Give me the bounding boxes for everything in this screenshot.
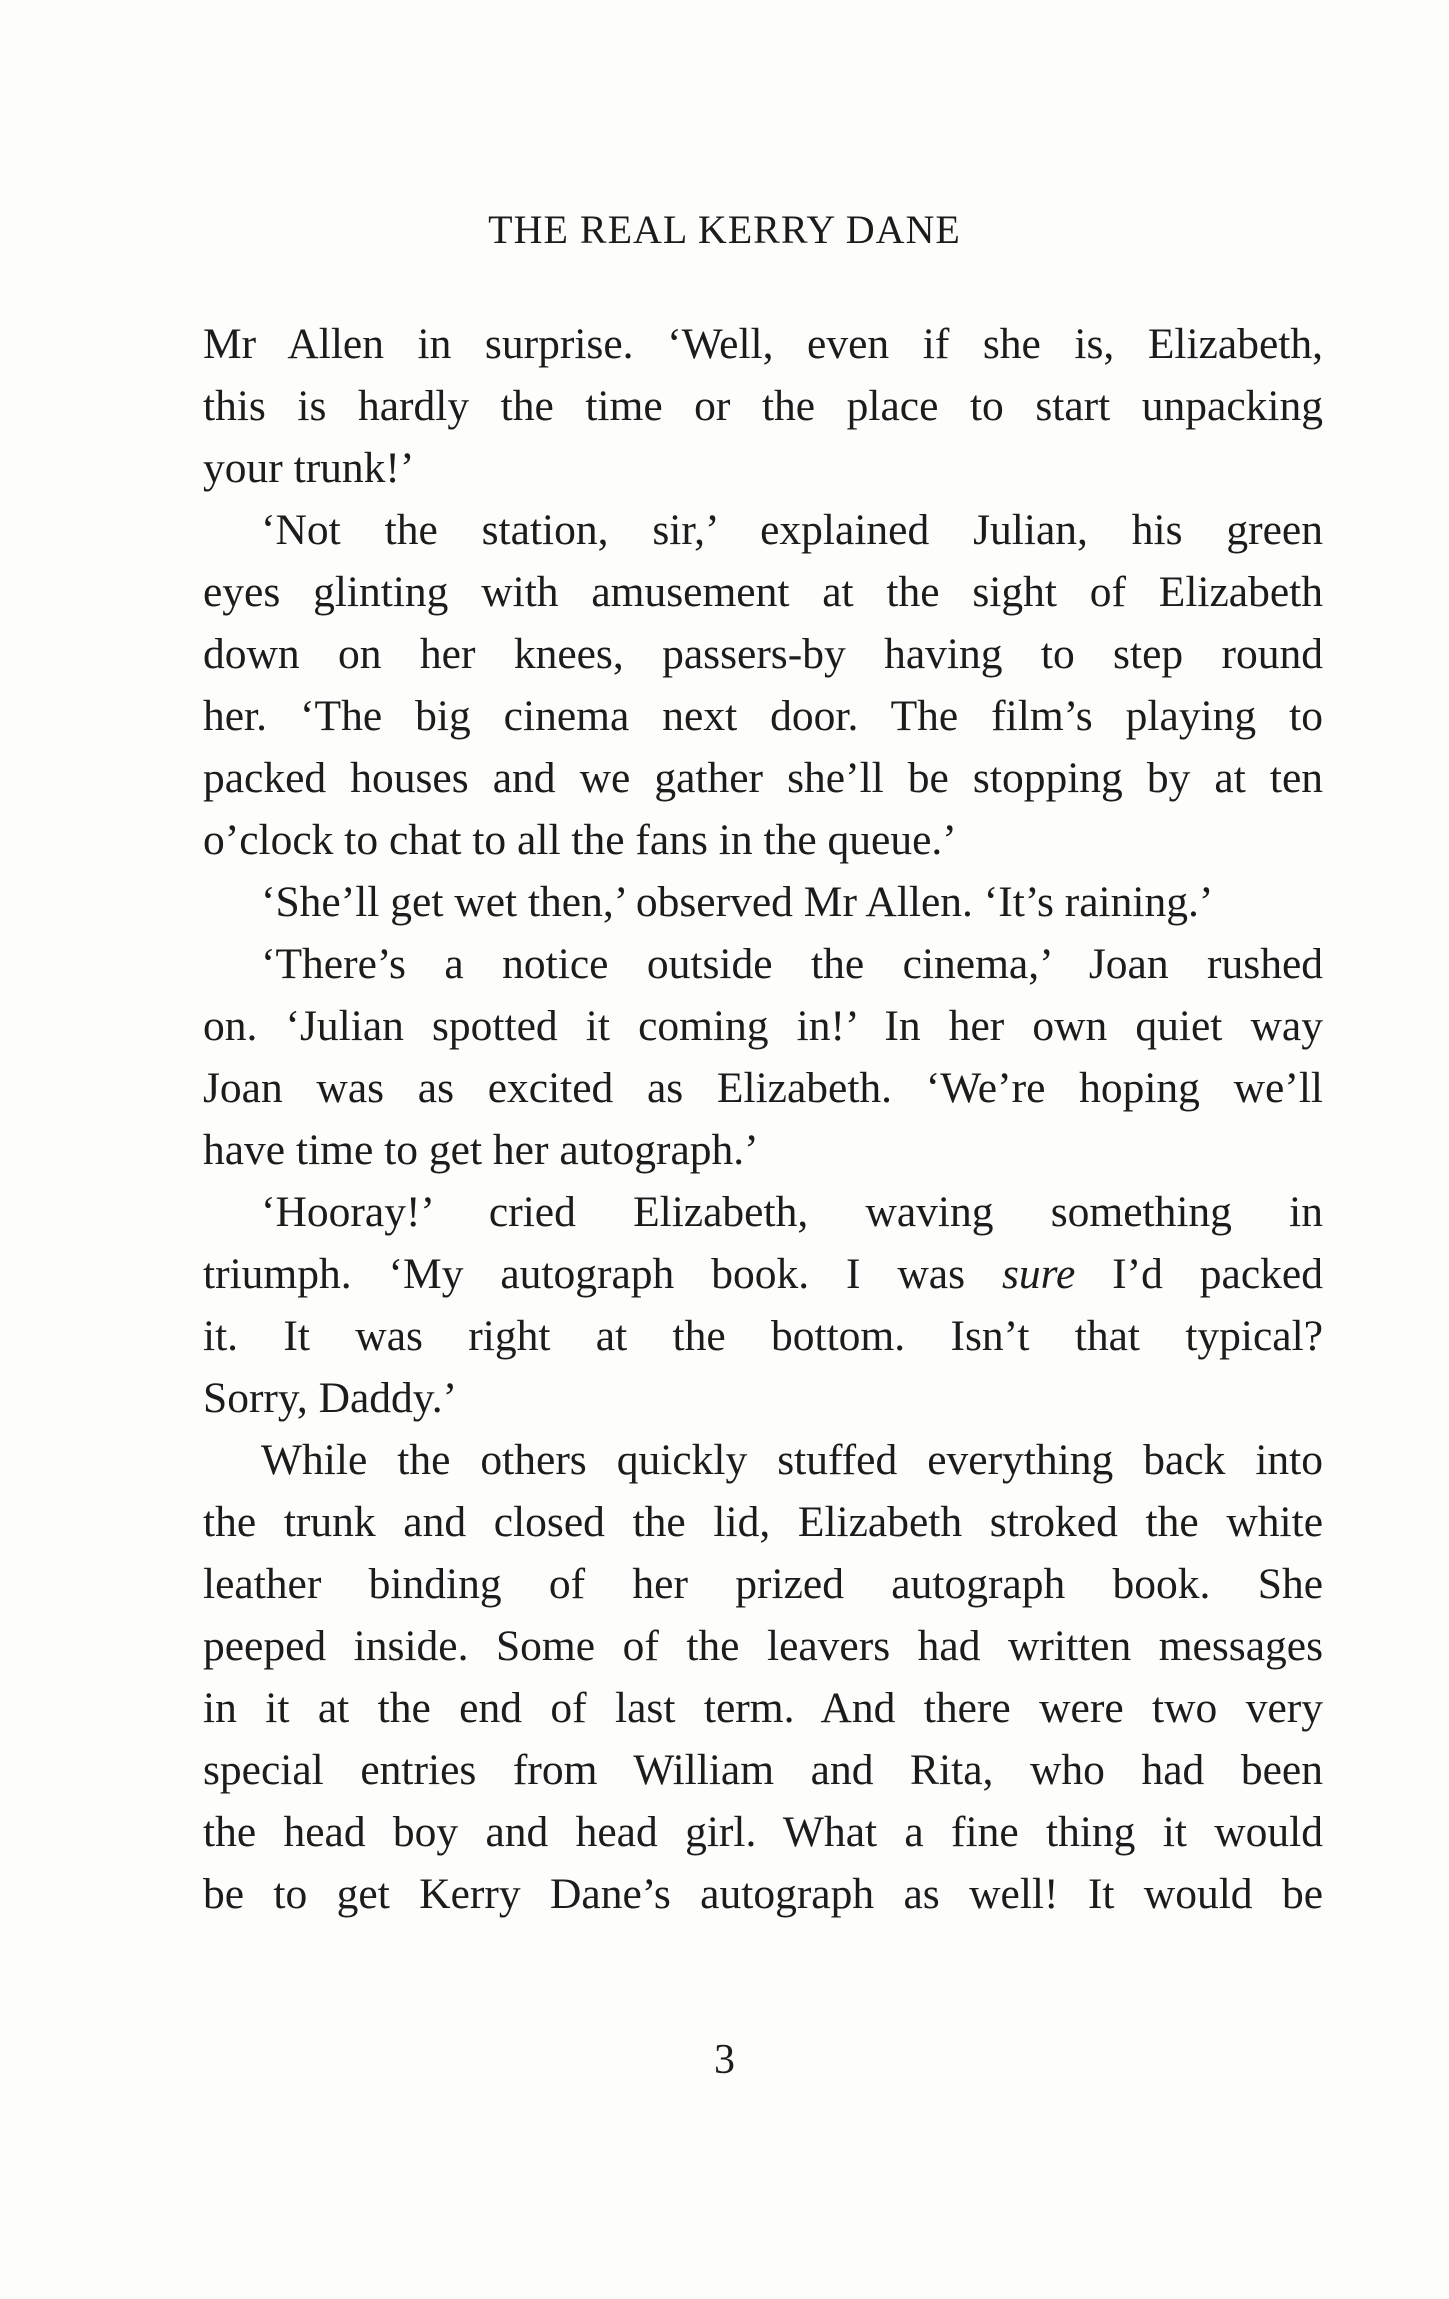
text-line: the trunk and closed the lid, Elizabeth stroked the white [203, 1498, 1323, 1546]
page-number: 3 [714, 2037, 735, 2083]
text-line: packed houses and we gather she’ll be stopping by at ten [203, 754, 1323, 802]
paragraph [203, 313, 1323, 499]
text-line: her. ‘The big cinema next door. The film’s playing to [203, 692, 1323, 740]
paragraph [203, 1181, 1323, 1429]
body-text [203, 313, 1323, 1925]
running-head: THE REAL KERRY DANE [488, 207, 961, 252]
text-line: special entries from William and Rita, who had been [203, 1746, 1323, 1794]
text-line: be to get Kerry Dane’s autograph as well! It would be [203, 1870, 1323, 1918]
text-line: ‘Hooray!’ cried Elizabeth, waving something in [261, 1188, 1323, 1236]
text-line: While the others quickly stuffed everything back into [261, 1436, 1323, 1484]
text-line: down on her knees, passers-by having to step round [203, 630, 1323, 678]
text-line: it. It was right at the bottom. Isn’t that typical? [203, 1312, 1323, 1360]
text-line: ‘She’ll get wet then,’ observed Mr Allen. ‘It’s raining.’ [261, 878, 1214, 926]
text-line: the head boy and head girl. What a fine thing it would [203, 1808, 1323, 1856]
text-line: on. ‘Julian spotted it coming in!’ In her own quiet way [203, 1002, 1323, 1050]
paragraph [203, 933, 1323, 1181]
text-line: Joan was as excited as Elizabeth. ‘We’re hoping we’ll [203, 1064, 1323, 1112]
text-line: this is hardly the time or the place to start unpacking [203, 382, 1323, 430]
text-line: triumph. ‘My autograph book. I was sure I’d packed [203, 1250, 1323, 1298]
text-line: peeped inside. Some of the leavers had written messages [203, 1622, 1323, 1670]
text-line: ‘There’s a notice outside the cinema,’ Joan rushed [261, 940, 1323, 988]
paragraph [203, 1429, 1323, 1925]
text-line: in it at the end of last term. And there were two very [203, 1684, 1323, 1732]
text-line: Mr Allen in surprise. ‘Well, even if she is, Elizabeth, [203, 320, 1323, 368]
emphasis: sure [1001, 1250, 1076, 1298]
text-line: your trunk!’ [203, 444, 415, 492]
paragraph [203, 499, 1323, 871]
text-line: leather binding of her prized autograph book. She [203, 1560, 1323, 1608]
text-line: ‘Not the station, sir,’ explained Julian, his green [261, 506, 1323, 554]
paragraph [203, 871, 1323, 933]
text-line: Sorry, Daddy.’ [203, 1374, 458, 1422]
text-line: have time to get her autograph.’ [203, 1126, 759, 1174]
text-line: o’clock to chat to all the fans in the queue.’ [203, 816, 957, 864]
text-line: eyes glinting with amusement at the sight of Elizabeth [203, 568, 1323, 616]
